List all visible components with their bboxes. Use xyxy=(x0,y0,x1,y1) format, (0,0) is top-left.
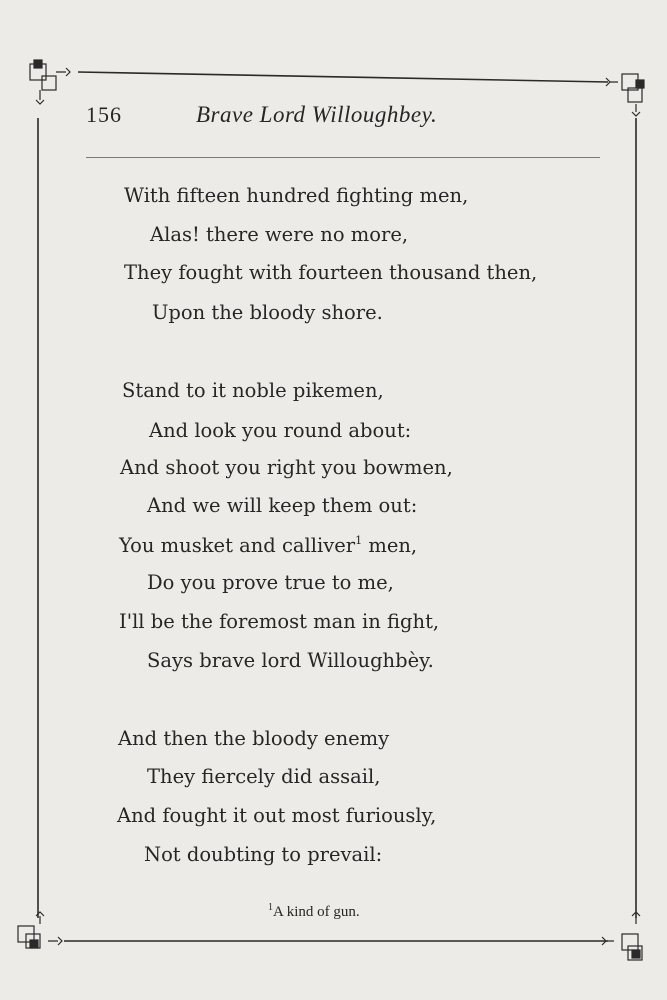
verse-line: They fiercely did assail, xyxy=(147,765,381,788)
verse-line: They fought with fourteen thousand then, xyxy=(124,261,538,284)
verse-line: And then the bloody enemy xyxy=(118,727,390,750)
footnote-marker: 1 xyxy=(268,902,273,913)
corner-ornament-bottom-left xyxy=(18,912,62,948)
verse-line: And look you round about: xyxy=(149,419,412,442)
verse-line: And fought it out most furiously, xyxy=(117,804,437,827)
footnote xyxy=(268,902,360,921)
verse-line-with-footnote xyxy=(119,535,417,556)
verse-line: With fifteen hundred fighting men, xyxy=(124,184,469,207)
verse-line: Not doubting to prevail: xyxy=(144,843,383,866)
verse-line: And shoot you right you bowmen, xyxy=(120,456,453,479)
corner-ornament-bottom-right xyxy=(602,912,642,960)
verse-line: I'll be the foremost man in fight, xyxy=(119,610,440,633)
running-title: Brave Lord Willoughbey. xyxy=(196,102,438,127)
page-header xyxy=(0,102,667,134)
footnote-reference: 1 xyxy=(355,534,363,547)
verse-line: Alas! there were no more, xyxy=(150,223,409,246)
footnote-text: A kind of gun. xyxy=(273,904,360,920)
page-number: 156 xyxy=(86,102,122,127)
verse-line: Do you prove true to me, xyxy=(147,571,394,594)
verse-line: Upon the bloody shore. xyxy=(152,301,383,324)
verse-line: Says brave lord Willoughbèy. xyxy=(147,649,434,672)
header-rule xyxy=(86,157,600,158)
verse-text-suffix: men, xyxy=(362,534,418,557)
verse-line: Stand to it noble pikemen, xyxy=(122,379,384,402)
verse-line: And we will keep them out: xyxy=(147,494,418,517)
verse-text: You musket and calliver xyxy=(119,534,356,557)
corner-ornament-top-left xyxy=(30,60,70,104)
